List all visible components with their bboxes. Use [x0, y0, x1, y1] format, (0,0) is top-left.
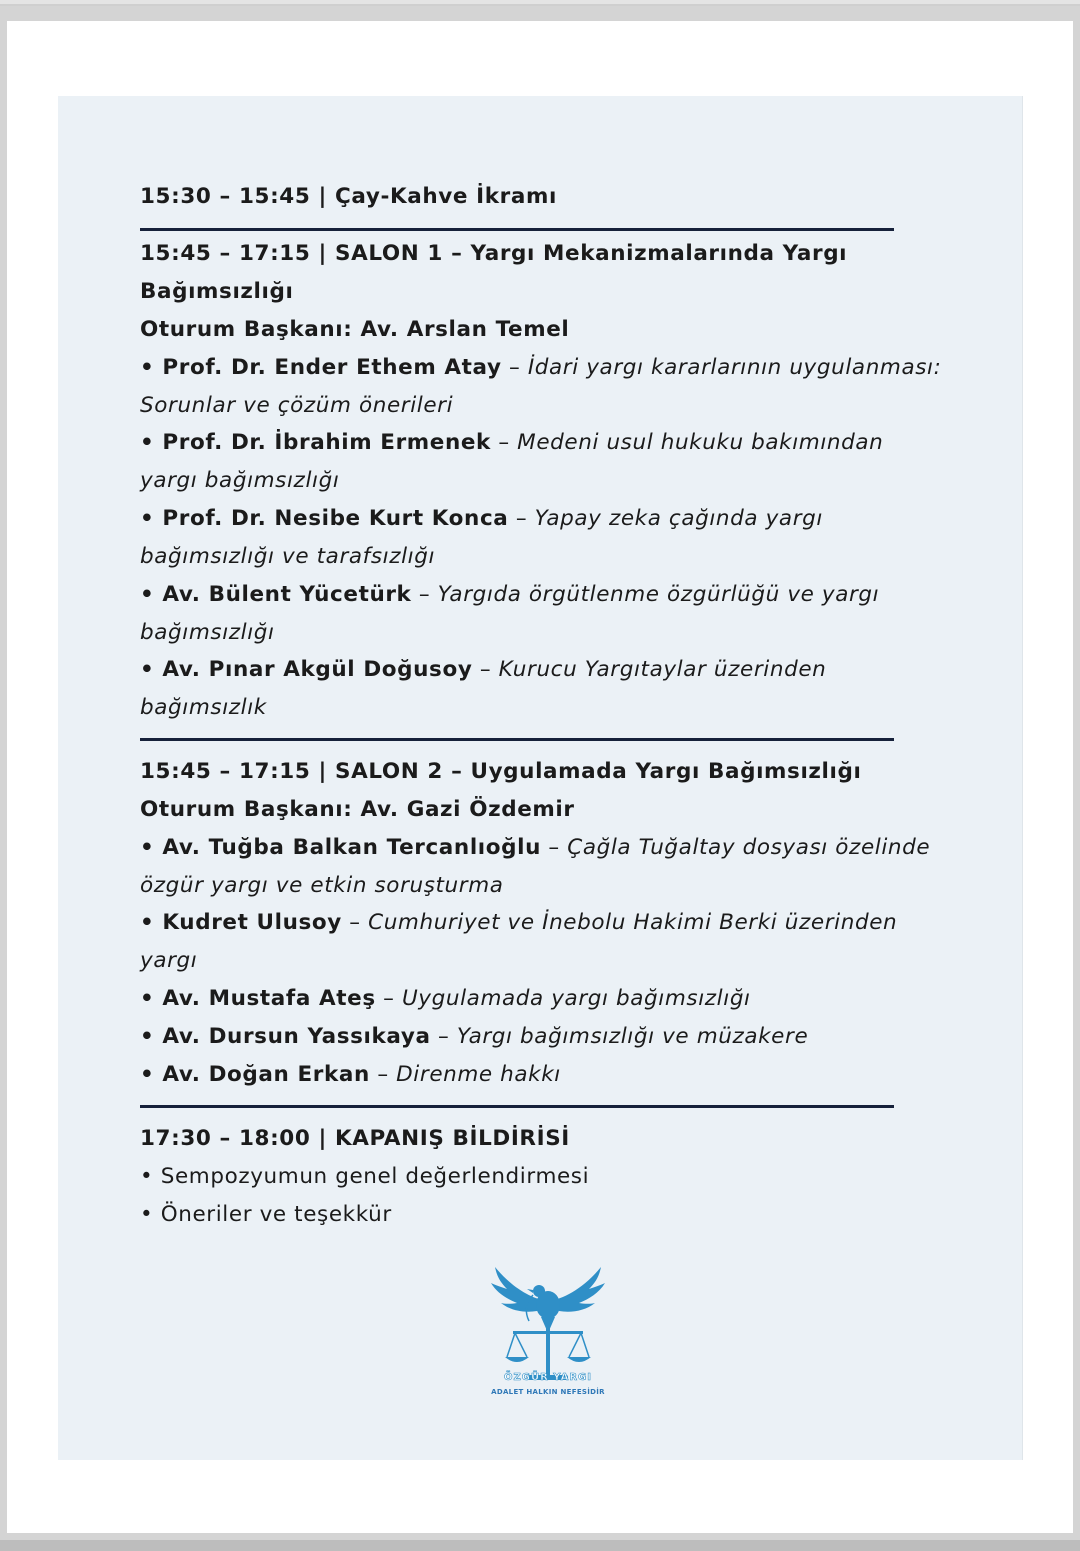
salon1-chair: Oturum Başkanı: Av. Arslan Temel: [140, 317, 570, 342]
break-line: 15:30 – 15:45 | Çay-Kahve İkramı: [140, 184, 557, 209]
logo-slogan: ADALET HALKIN NEFESİDİR: [491, 1388, 605, 1396]
talk-item: [140, 1056, 561, 1094]
talk-separator: –: [430, 1024, 457, 1049]
talk-title: Çağla Tuğaltay dosyası özelinde: [567, 835, 931, 860]
talk-item: [140, 651, 826, 689]
talk-speaker: • Prof. Dr. Ender Ethem Atay: [140, 355, 502, 380]
talk-item: [140, 904, 897, 942]
talk-item: [140, 1018, 808, 1056]
talk-separator: –: [490, 430, 518, 455]
talk-speaker: • Av. Tuğba Balkan Tercanlıoğlu: [140, 835, 541, 860]
talk-title-cont: özgür yargı ve etkin soruşturma: [140, 873, 504, 898]
talk-item: [140, 424, 883, 462]
dove-scales-emblem: [491, 1267, 605, 1380]
program-panel: [58, 96, 1023, 1460]
talk-title: Direnme hakkı: [396, 1062, 561, 1087]
top-edge: [0, 0, 1080, 6]
divider: [140, 738, 894, 741]
talk-title-cont: yargı bağımsızlığı: [140, 468, 340, 493]
logo-name: ÖZGÜR YARGI: [504, 1372, 592, 1383]
talk-item: [140, 576, 879, 614]
talk-title-cont: bağımsızlık: [140, 695, 267, 720]
salon2-heading: 15:45 – 17:15 | SALON 2 – Uygulamada Yargı Bağımsızlığı: [140, 759, 862, 784]
talk-title-cont: yargı: [140, 948, 198, 973]
talk-separator: –: [369, 1062, 397, 1087]
talk-separator: –: [508, 506, 535, 531]
talk-item: [140, 829, 930, 867]
divider: [140, 228, 894, 231]
closing-heading: 17:30 – 18:00 | KAPANIŞ BİLDİRİSİ: [140, 1126, 570, 1151]
closing-item: • Sempozyumun genel değerlendirmesi: [140, 1164, 590, 1189]
talk-title: Yargı bağımsızlığı ve müzakere: [456, 1024, 809, 1049]
talk-separator: –: [501, 355, 528, 380]
talk-speaker: • Av. Dursun Yassıkaya: [140, 1024, 431, 1049]
talk-title-cont: bağımsızlığı ve tarafsızlığı: [140, 544, 436, 569]
talk-separator: –: [375, 986, 402, 1011]
talk-title-cont: bağımsızlığı: [140, 620, 275, 645]
talk-speaker: • Av. Bülent Yücetürk: [140, 582, 412, 607]
talk-title: Uygulamada yargı bağımsızlığı: [401, 986, 751, 1011]
divider: [140, 1105, 894, 1108]
talk-item: [140, 980, 751, 1018]
salon1-heading-cont: Bağımsızlığı: [140, 279, 294, 304]
salon1-heading: 15:45 – 17:15 | SALON 1 – Yargı Mekanizmalarında Yargı: [140, 241, 848, 266]
talk-title: Kurucu Yargıtaylar üzerinden: [498, 657, 827, 682]
talk-separator: –: [411, 582, 438, 607]
talk-speaker: • Av. Mustafa Ateş: [140, 986, 376, 1011]
talk-speaker: • Prof. Dr. İbrahim Ermenek: [140, 430, 491, 455]
talk-speaker: • Prof. Dr. Nesibe Kurt Konca: [140, 506, 509, 531]
talk-item: [140, 500, 823, 538]
closing-item: • Öneriler ve teşekkür: [140, 1202, 392, 1227]
talk-separator: –: [341, 910, 369, 935]
talk-item: [140, 349, 941, 387]
talk-separator: –: [472, 657, 499, 682]
talk-title: Medeni usul hukuku bakımından: [517, 430, 884, 455]
talk-speaker: • Av. Doğan Erkan: [140, 1062, 370, 1087]
talk-speaker: • Kudret Ulusoy: [140, 910, 342, 935]
talk-title: Yapay zeka çağında yargı: [534, 506, 823, 531]
bottom-edge: [0, 1540, 1080, 1551]
talk-separator: –: [541, 835, 568, 860]
salon2-chair: Oturum Başkanı: Av. Gazi Özdemir: [140, 797, 575, 822]
talk-title: İdari yargı kararlarının uygulanması:: [527, 355, 942, 380]
talk-title-cont: Sorunlar ve çözüm önerileri: [140, 393, 454, 418]
talk-title: Cumhuriyet ve İnebolu Hakimi Berki üzerinden: [368, 910, 898, 935]
talk-speaker: • Av. Pınar Akgül Doğusoy: [140, 657, 473, 682]
talk-title: Yargıda örgütlenme özgürlüğü ve yargı: [437, 582, 880, 607]
